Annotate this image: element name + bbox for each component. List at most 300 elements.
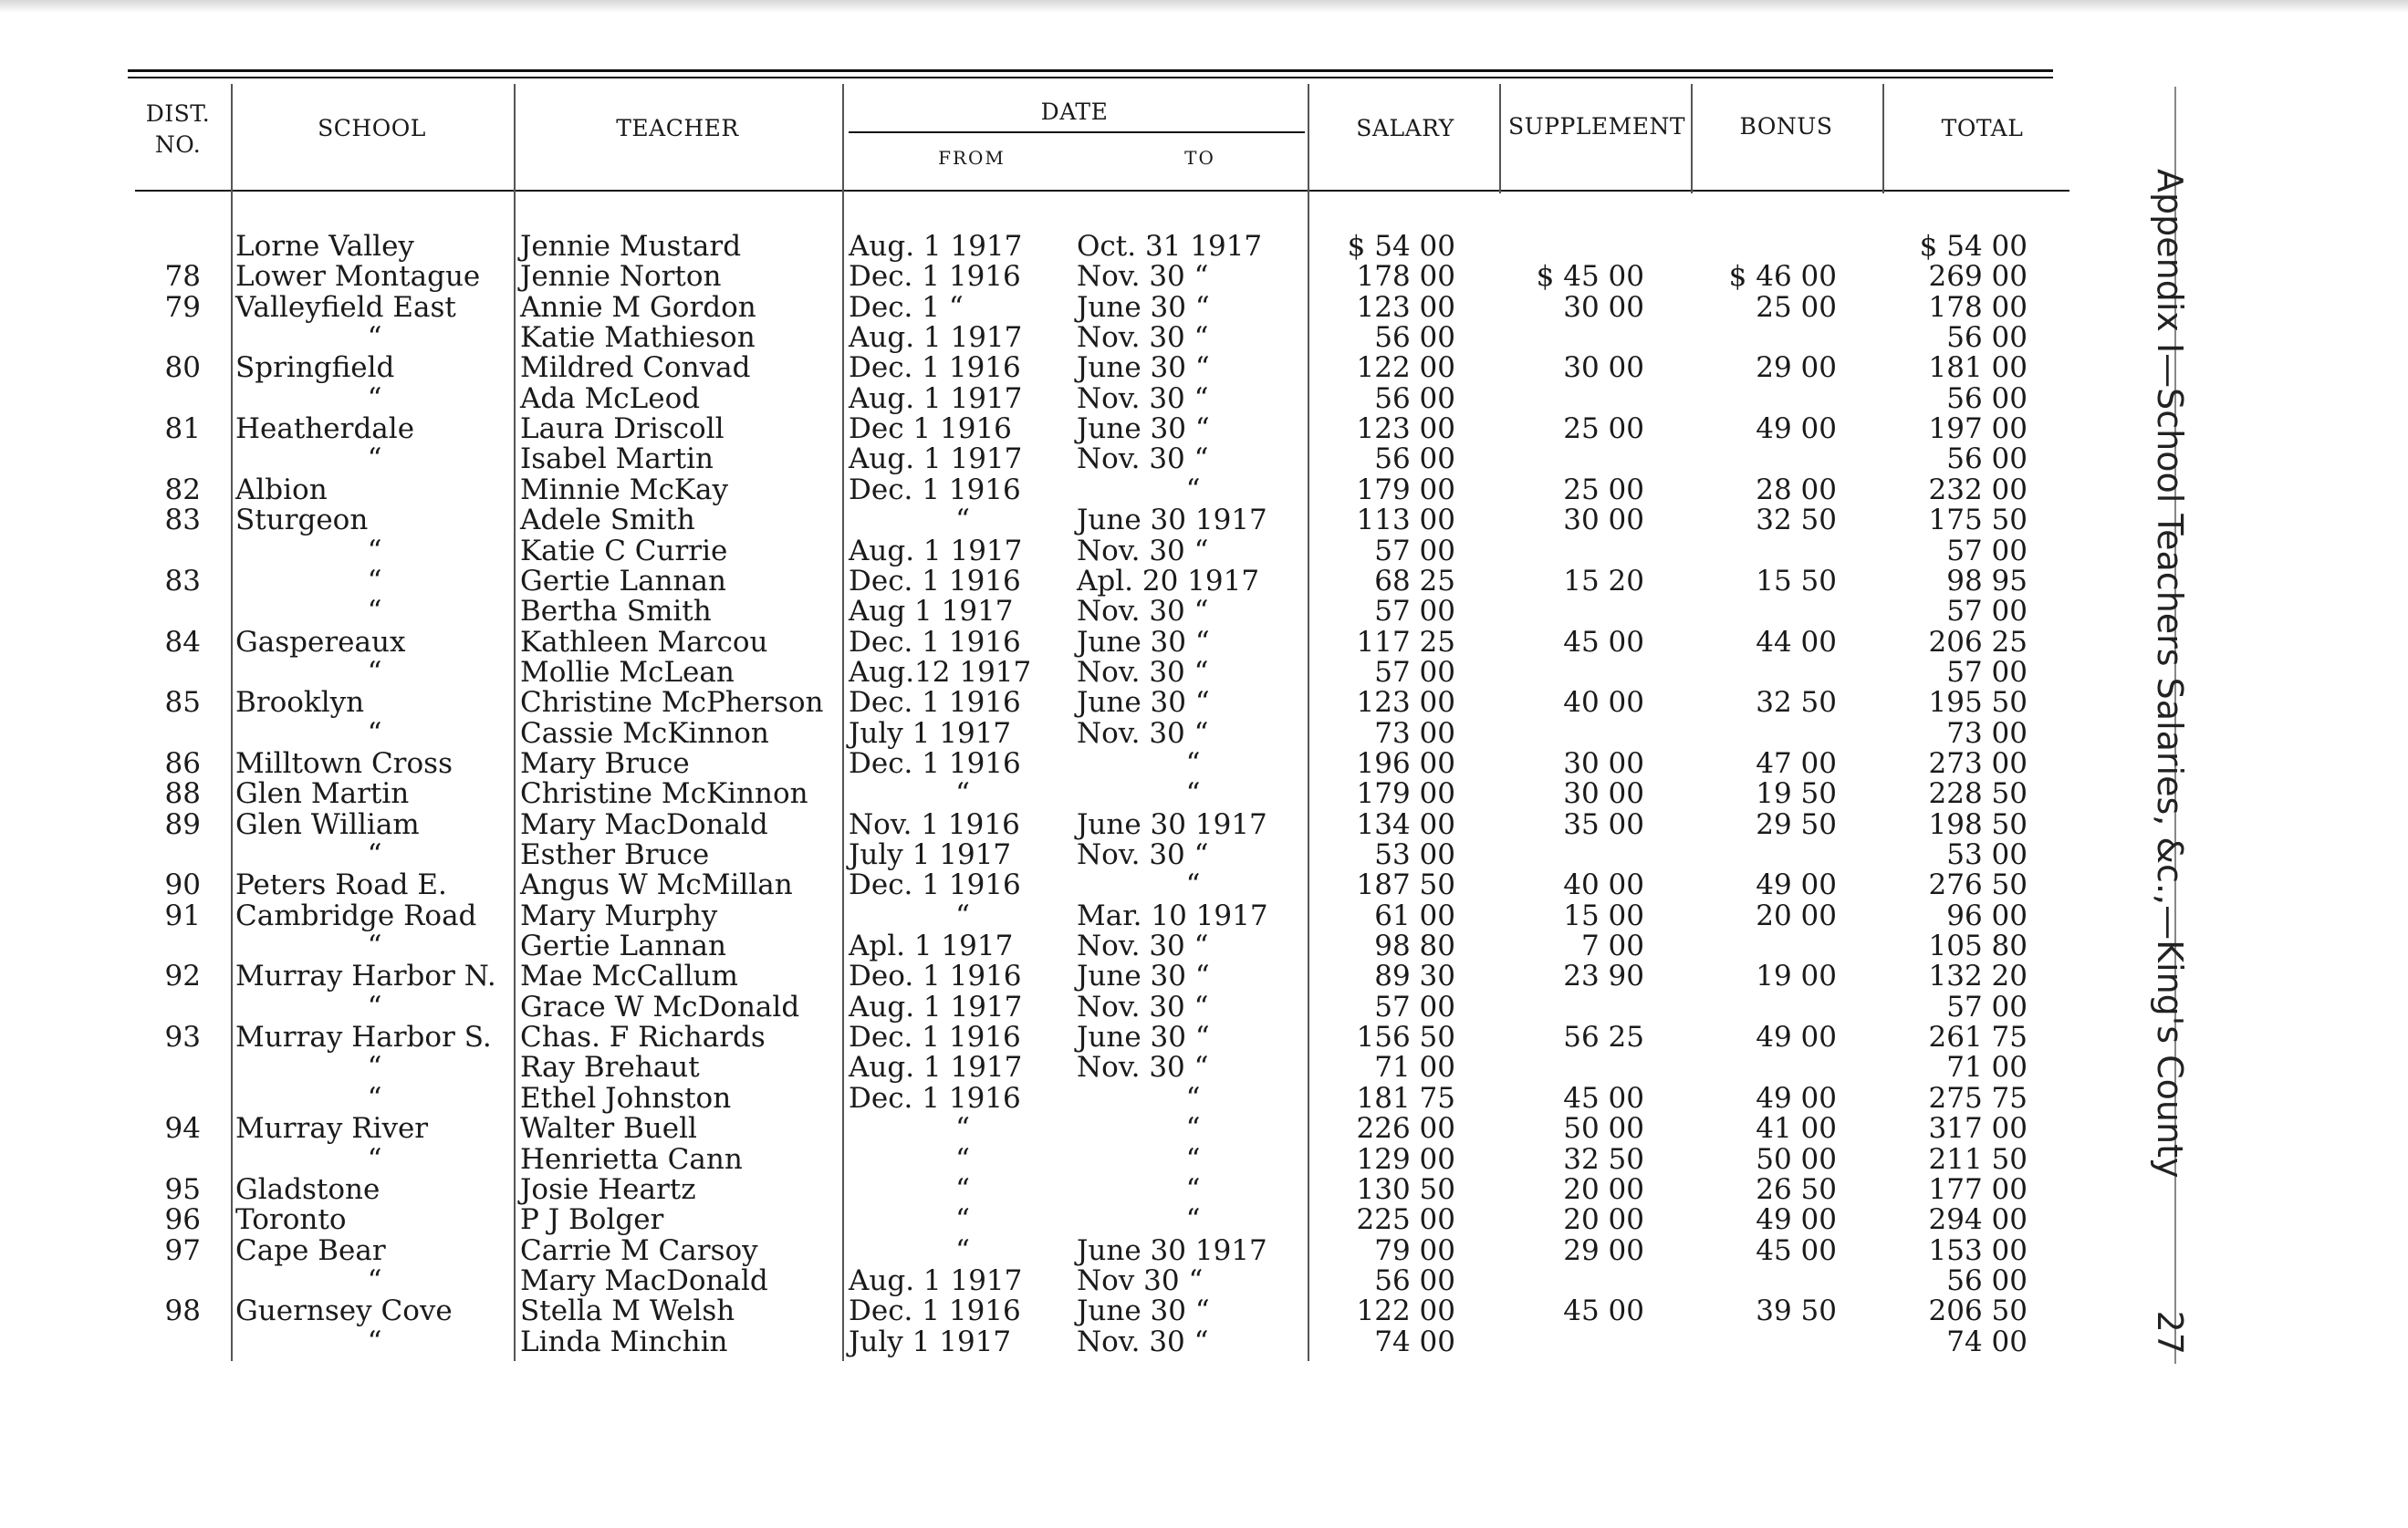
cell-from: “: [955, 1172, 970, 1206]
cell-school: Peters Road E.: [235, 868, 447, 902]
col-divider-6: [1691, 84, 1693, 193]
cell-salary: 179 00: [1356, 473, 1455, 506]
cell-teacher: Henrietta Cann: [520, 1142, 743, 1176]
cell-school: “: [367, 442, 382, 476]
cell-bonus: 49 00: [1756, 412, 1837, 446]
cell-dist: 98: [164, 1294, 201, 1328]
cell-salary: 53 00: [1374, 838, 1455, 871]
cell-total: 74 00: [1946, 1325, 2028, 1358]
cell-bonus: 15 50: [1756, 564, 1837, 598]
cell-from: Dec. 1 1916: [849, 1081, 1021, 1115]
cell-dist: 88: [164, 777, 201, 811]
cell-teacher: Mae McCallum: [520, 960, 738, 993]
header-dist-no-label: DIST. NO.: [145, 100, 211, 158]
cell-total: 98 95: [1946, 564, 2028, 598]
cell-from: Aug. 1 1917: [849, 534, 1023, 567]
cell-salary: 123 00: [1356, 290, 1455, 324]
cell-total: 269 00: [1928, 260, 2028, 294]
cell-school: “: [367, 1142, 382, 1176]
cell-bonus: 49 00: [1756, 1081, 1837, 1115]
top-rule-2: [128, 77, 2053, 78]
cell-school: Murray Harbor S.: [235, 1021, 492, 1055]
cell-to: Nov. 30 “: [1077, 1051, 1209, 1085]
cell-total: 276 50: [1928, 868, 2028, 902]
cell-dist: 81: [164, 412, 201, 446]
cell-teacher: Kathleen Marcou: [520, 625, 768, 659]
header-salary: SALARY: [1356, 115, 1454, 141]
cell-total: 73 00: [1946, 716, 2028, 750]
cell-school: “: [367, 1263, 382, 1297]
cell-school: Gladstone: [235, 1172, 380, 1206]
cell-supplement: 56 25: [1563, 1021, 1644, 1055]
cell-total: 211 50: [1928, 1142, 2028, 1176]
cell-salary: 225 00: [1356, 1203, 1455, 1237]
cell-total: 232 00: [1928, 473, 2028, 506]
cell-salary: 178 00: [1356, 260, 1455, 294]
cell-bonus: 29 50: [1756, 807, 1837, 841]
cell-from: Dec. 1 1916: [849, 260, 1021, 294]
cell-salary: 134 00: [1356, 807, 1455, 841]
cell-dist: 96: [164, 1203, 201, 1237]
cell-teacher: Minnie McKay: [520, 473, 728, 506]
cell-teacher: Esther Bruce: [520, 838, 710, 871]
cell-teacher: Mollie McLean: [520, 655, 735, 689]
header-supplement: SUPPLEMENT: [1507, 113, 1686, 140]
cell-school: “: [367, 381, 382, 415]
cell-from: Aug. 1 1917: [849, 442, 1023, 476]
cell-dist: 80: [164, 351, 201, 385]
cell-to: June 30 “: [1077, 412, 1210, 446]
cell-supplement: 30 00: [1563, 351, 1644, 385]
cell-total: 57 00: [1946, 655, 2028, 689]
cell-total: 177 00: [1928, 1172, 2028, 1206]
cell-dist: 90: [164, 868, 201, 902]
cell-teacher: Katie C Currie: [520, 534, 728, 567]
cell-from: Aug. 1 1917: [849, 321, 1023, 355]
cell-bonus: 32 50: [1756, 504, 1837, 537]
cell-from: Dec. 1 1916: [849, 351, 1021, 385]
cell-teacher: Mary Murphy: [520, 899, 718, 932]
cell-salary: 56 00: [1374, 1263, 1455, 1297]
cell-teacher: Angus W McMillan: [520, 868, 793, 902]
cell-dist: 83: [164, 504, 201, 537]
side-heading: Appendix I—School Teachers Salaries, &c.,—King's County: [2150, 169, 2190, 1179]
cell-teacher: Stella M Welsh: [520, 1294, 735, 1328]
header-bottom-rule: [135, 190, 2069, 192]
cell-bonus: 49 00: [1756, 1021, 1837, 1055]
cell-teacher: Bertha Smith: [520, 595, 712, 629]
cell-to: June 30 “: [1077, 1021, 1210, 1055]
cell-dist: 89: [164, 807, 201, 841]
page-top-shadow: [0, 0, 2408, 13]
cell-dist: 93: [164, 1021, 201, 1055]
cell-school: “: [367, 838, 382, 871]
cell-teacher: Gertie Lannan: [520, 564, 726, 598]
cell-to: “: [1185, 1081, 1201, 1115]
cell-to: Nov. 30 “: [1077, 534, 1209, 567]
cell-school: Valleyfield East: [235, 290, 456, 324]
cell-bonus: 20 00: [1756, 899, 1837, 932]
cell-salary: 117 25: [1356, 625, 1455, 659]
cell-to: Nov. 30 “: [1077, 838, 1209, 871]
cell-salary: 129 00: [1356, 1142, 1455, 1176]
cell-from: Aug. 1 1917: [849, 1263, 1023, 1297]
cell-to: “: [1185, 868, 1201, 902]
cell-total: 57 00: [1946, 990, 2028, 1024]
cell-teacher: Jennie Mustard: [520, 230, 742, 263]
cell-supplement: 7 00: [1580, 930, 1644, 963]
cell-salary: 61 00: [1374, 899, 1455, 932]
cell-supplement: 30 00: [1563, 777, 1644, 811]
cell-teacher: Laura Driscoll: [520, 412, 724, 446]
cell-to: Nov. 30 “: [1077, 930, 1209, 963]
col-divider-2: [514, 84, 516, 1361]
cell-bonus: 41 00: [1756, 1112, 1837, 1146]
cell-to: Nov. 30 “: [1077, 442, 1209, 476]
cell-supplement: 30 00: [1563, 290, 1644, 324]
cell-bonus: 49 00: [1756, 1203, 1837, 1237]
cell-from: “: [955, 899, 970, 932]
cell-teacher: Christine McKinnon: [520, 777, 808, 811]
cell-from: Dec. 1 1916: [849, 564, 1021, 598]
cell-from: Aug. 1 1917: [849, 230, 1023, 263]
cell-to: Nov. 30 “: [1077, 655, 1209, 689]
cell-to: “: [1185, 1203, 1201, 1237]
cell-school: Glen Martin: [235, 777, 410, 811]
cell-salary: 187 50: [1356, 868, 1455, 902]
cell-salary: 74 00: [1374, 1325, 1455, 1358]
cell-salary: 57 00: [1374, 534, 1455, 567]
cell-salary: 68 25: [1374, 564, 1455, 598]
cell-to: “: [1185, 1172, 1201, 1206]
cell-teacher: P J Bolger: [520, 1203, 664, 1237]
cell-total: 273 00: [1928, 746, 2028, 780]
cell-from: Dec. 1 “: [849, 290, 964, 324]
cell-teacher: Josie Heartz: [520, 1172, 696, 1206]
cell-dist: 86: [164, 746, 201, 780]
cell-supplement: 32 50: [1563, 1142, 1644, 1176]
header-dist-no: [128, 99, 228, 161]
cell-bonus: 25 00: [1756, 290, 1837, 324]
cell-school: “: [367, 930, 382, 963]
cell-teacher: Mary MacDonald: [520, 807, 768, 841]
cell-to: Nov. 30 “: [1077, 1325, 1209, 1358]
cell-total: 57 00: [1946, 534, 2028, 567]
cell-supplement: 45 00: [1563, 625, 1644, 659]
cell-supplement: 15 20: [1563, 564, 1644, 598]
cell-bonus: 39 50: [1756, 1294, 1837, 1328]
cell-total: 197 00: [1928, 412, 2028, 446]
cell-bonus: 49 00: [1756, 868, 1837, 902]
cell-salary: 196 00: [1356, 746, 1455, 780]
cell-dist: 79: [164, 290, 201, 324]
cell-total: 317 00: [1928, 1112, 2028, 1146]
cell-to: June 30 “: [1077, 686, 1210, 720]
cell-total: 228 50: [1928, 777, 2028, 811]
header-date-from: FROM: [938, 147, 1006, 169]
cell-school: Glen William: [235, 807, 420, 841]
cell-salary: 130 50: [1356, 1172, 1455, 1206]
cell-salary: 98 80: [1374, 930, 1455, 963]
cell-to: Nov. 30 “: [1077, 595, 1209, 629]
cell-school: “: [367, 564, 382, 598]
cell-dist: 92: [164, 960, 201, 993]
cell-to: Nov. 30 “: [1077, 990, 1209, 1024]
cell-school: “: [367, 595, 382, 629]
cell-salary: 57 00: [1374, 990, 1455, 1024]
cell-supplement: 29 00: [1563, 1233, 1644, 1267]
cell-to: June 30 “: [1077, 960, 1210, 993]
cell-salary: $ 54 00: [1347, 230, 1455, 263]
cell-school: Sturgeon: [235, 504, 369, 537]
cell-school: “: [367, 534, 382, 567]
cell-from: July 1 1917: [849, 1325, 1012, 1358]
cell-to: June 30 “: [1077, 1294, 1210, 1328]
cell-bonus: 32 50: [1756, 686, 1837, 720]
cell-school: Cape Bear: [235, 1233, 386, 1267]
cell-teacher: Linda Minchin: [520, 1325, 728, 1358]
cell-salary: 179 00: [1356, 777, 1455, 811]
cell-salary: 156 50: [1356, 1021, 1455, 1055]
cell-supplement: 35 00: [1563, 807, 1644, 841]
cell-to: June 30 1917: [1077, 1233, 1267, 1267]
top-rule: [128, 69, 2053, 72]
cell-school: Murray Harbor N.: [235, 960, 496, 993]
cell-to: June 30 “: [1077, 351, 1210, 385]
header-total: TOTAL: [1941, 115, 2024, 141]
header-date-to: TO: [1184, 147, 1215, 169]
cell-supplement: 20 00: [1563, 1203, 1644, 1237]
cell-salary: 226 00: [1356, 1112, 1455, 1146]
col-divider-7: [1882, 84, 1884, 193]
cell-school: “: [367, 321, 382, 355]
cell-teacher: Ada McLeod: [520, 381, 701, 415]
cell-total: 175 50: [1928, 504, 2028, 537]
cell-salary: 57 00: [1374, 595, 1455, 629]
cell-salary: 181 75: [1356, 1081, 1455, 1115]
cell-school: “: [367, 1051, 382, 1085]
cell-from: Aug. 1 1917: [849, 381, 1023, 415]
cell-bonus: 19 50: [1756, 777, 1837, 811]
cell-salary: 113 00: [1356, 504, 1455, 537]
cell-to: Nov 30 “: [1077, 1263, 1204, 1297]
cell-bonus: 47 00: [1756, 746, 1837, 780]
cell-dist: 91: [164, 899, 201, 932]
cell-teacher: Annie M Gordon: [520, 290, 756, 324]
cell-to: Nov. 30 “: [1077, 260, 1209, 294]
cell-school: Cambridge Road: [235, 899, 477, 932]
cell-supplement: 40 00: [1563, 686, 1644, 720]
cell-school: Murray River: [235, 1112, 429, 1146]
cell-to: Nov. 30 “: [1077, 716, 1209, 750]
cell-school: “: [367, 1081, 382, 1115]
page-number: 27: [2150, 1310, 2190, 1355]
cell-from: Dec. 1 1916: [849, 868, 1021, 902]
cell-teacher: Mary MacDonald: [520, 1263, 768, 1297]
cell-supplement: 30 00: [1563, 504, 1644, 537]
cell-teacher: Mildred Convad: [520, 351, 751, 385]
cell-bonus: 50 00: [1756, 1142, 1837, 1176]
cell-teacher: Carrie M Carsoy: [520, 1233, 758, 1267]
cell-from: Dec. 1 1916: [849, 473, 1021, 506]
cell-teacher: Christine McPherson: [520, 686, 824, 720]
cell-total: 57 00: [1946, 595, 2028, 629]
cell-to: June 30 1917: [1077, 504, 1267, 537]
cell-school: Toronto: [235, 1203, 347, 1237]
cell-from: Aug. 1 1917: [849, 1051, 1023, 1085]
cell-salary: 71 00: [1374, 1051, 1455, 1085]
cell-to: Nov. 30 “: [1077, 321, 1209, 355]
cell-total: 96 00: [1946, 899, 2028, 932]
cell-total: 261 75: [1928, 1021, 2028, 1055]
cell-teacher: Jennie Norton: [520, 260, 722, 294]
cell-total: 195 50: [1928, 686, 2028, 720]
cell-from: Nov. 1 1916: [849, 807, 1020, 841]
side-running-head: [2142, 169, 2197, 1355]
cell-from: “: [955, 777, 970, 811]
cell-to: “: [1185, 746, 1201, 780]
cell-dist: 94: [164, 1112, 201, 1146]
cell-school: “: [367, 1325, 382, 1358]
cell-from: Aug. 1 1917: [849, 990, 1023, 1024]
cell-total: 53 00: [1946, 838, 2028, 871]
cell-from: Deo. 1 1916: [849, 960, 1022, 993]
cell-teacher: Isabel Martin: [520, 442, 714, 476]
cell-salary: 56 00: [1374, 321, 1455, 355]
cell-total: $ 54 00: [1919, 230, 2028, 263]
cell-bonus: 29 00: [1756, 351, 1837, 385]
cell-from: Apl. 1 1917: [849, 930, 1014, 963]
cell-to: June 30 “: [1077, 290, 1210, 324]
cell-total: 71 00: [1946, 1051, 2028, 1085]
header-teacher: TEACHER: [616, 115, 739, 141]
cell-bonus: 26 50: [1756, 1172, 1837, 1206]
cell-total: 56 00: [1946, 321, 2028, 355]
cell-from: “: [955, 504, 970, 537]
cell-teacher: Mary Bruce: [520, 746, 690, 780]
cell-total: 275 75: [1928, 1081, 2028, 1115]
cell-teacher: Adele Smith: [520, 504, 695, 537]
cell-to: Oct. 31 1917: [1077, 230, 1263, 263]
cell-total: 56 00: [1946, 442, 2028, 476]
cell-from: Dec. 1 1916: [849, 625, 1021, 659]
cell-total: 178 00: [1928, 290, 2028, 324]
cell-total: 132 20: [1928, 960, 2028, 993]
cell-supplement: 15 00: [1563, 899, 1644, 932]
cell-to: Nov. 30 “: [1077, 381, 1209, 415]
cell-school: Springfield: [235, 351, 395, 385]
header-bonus: BONUS: [1739, 113, 1833, 140]
cell-salary: 122 00: [1356, 1294, 1455, 1328]
cell-school: Milltown Cross: [235, 746, 453, 780]
cell-salary: 56 00: [1374, 442, 1455, 476]
cell-dist: 97: [164, 1233, 201, 1267]
cell-to: Mar. 10 1917: [1077, 899, 1268, 932]
cell-from: “: [955, 1233, 970, 1267]
cell-school: “: [367, 716, 382, 750]
cell-total: 294 00: [1928, 1203, 2028, 1237]
cell-bonus: 28 00: [1756, 473, 1837, 506]
cell-bonus: 44 00: [1756, 625, 1837, 659]
cell-teacher: Walter Buell: [520, 1112, 697, 1146]
cell-from: Dec. 1 1916: [849, 686, 1021, 720]
cell-supplement: 50 00: [1563, 1112, 1644, 1146]
cell-dist: 82: [164, 473, 201, 506]
cell-from: Dec. 1 1916: [849, 1021, 1021, 1055]
cell-total: 56 00: [1946, 381, 2028, 415]
cell-from: July 1 1917: [849, 838, 1012, 871]
cell-to: Apl. 20 1917: [1077, 564, 1260, 598]
cell-total: 198 50: [1928, 807, 2028, 841]
cell-supplement: 40 00: [1563, 868, 1644, 902]
cell-to: “: [1185, 473, 1201, 506]
cell-bonus: 45 00: [1756, 1233, 1837, 1267]
cell-to: “: [1185, 1112, 1201, 1146]
cell-salary: 123 00: [1356, 412, 1455, 446]
cell-to: June 30 “: [1077, 625, 1210, 659]
date-subrule: [849, 131, 1305, 133]
cell-school: Heatherdale: [235, 412, 415, 446]
cell-supplement: 25 00: [1563, 412, 1644, 446]
cell-to: “: [1185, 777, 1201, 811]
cell-school: Brooklyn: [235, 686, 365, 720]
cell-from: Dec. 1 1916: [849, 746, 1021, 780]
cell-from: Aug.12 1917: [849, 655, 1032, 689]
cell-salary: 57 00: [1374, 655, 1455, 689]
cell-school: Albion: [235, 473, 328, 506]
cell-from: Dec. 1 1916: [849, 1294, 1021, 1328]
cell-supplement: $ 45 00: [1536, 260, 1644, 294]
cell-teacher: Cassie McKinnon: [520, 716, 769, 750]
cell-dist: 85: [164, 686, 201, 720]
cell-teacher: Katie Mathieson: [520, 321, 756, 355]
cell-total: 206 50: [1928, 1294, 2028, 1328]
cell-school: Lorne Valley: [235, 230, 414, 263]
cell-total: 153 00: [1928, 1233, 2028, 1267]
cell-from: “: [955, 1142, 970, 1176]
cell-teacher: Grace W McDonald: [520, 990, 800, 1024]
cell-salary: 122 00: [1356, 351, 1455, 385]
cell-dist: 83: [164, 564, 201, 598]
cell-dist: 84: [164, 625, 201, 659]
cell-school: Gaspereaux: [235, 625, 406, 659]
header-date: DATE: [1040, 99, 1109, 125]
cell-teacher: Ethel Johnston: [520, 1081, 732, 1115]
col-divider-1: [231, 84, 233, 1361]
cell-dist: 95: [164, 1172, 201, 1206]
cell-total: 105 80: [1928, 930, 2028, 963]
cell-total: 206 25: [1928, 625, 2028, 659]
cell-total: 181 00: [1928, 351, 2028, 385]
cell-to: “: [1185, 1142, 1201, 1176]
cell-bonus: $ 46 00: [1728, 260, 1837, 294]
col-divider-5: [1499, 84, 1501, 193]
cell-supplement: 25 00: [1563, 473, 1644, 506]
cell-school: “: [367, 990, 382, 1024]
header-school: SCHOOL: [318, 115, 426, 141]
cell-supplement: 20 00: [1563, 1172, 1644, 1206]
cell-school: Lower Montague: [235, 260, 481, 294]
cell-school: “: [367, 655, 382, 689]
cell-salary: 123 00: [1356, 686, 1455, 720]
cell-from: “: [955, 1112, 970, 1146]
cell-dist: 78: [164, 260, 201, 294]
cell-supplement: 45 00: [1563, 1294, 1644, 1328]
cell-supplement: 30 00: [1563, 746, 1644, 780]
cell-total: 56 00: [1946, 1263, 2028, 1297]
cell-salary: 79 00: [1374, 1233, 1455, 1267]
cell-bonus: 19 00: [1756, 960, 1837, 993]
